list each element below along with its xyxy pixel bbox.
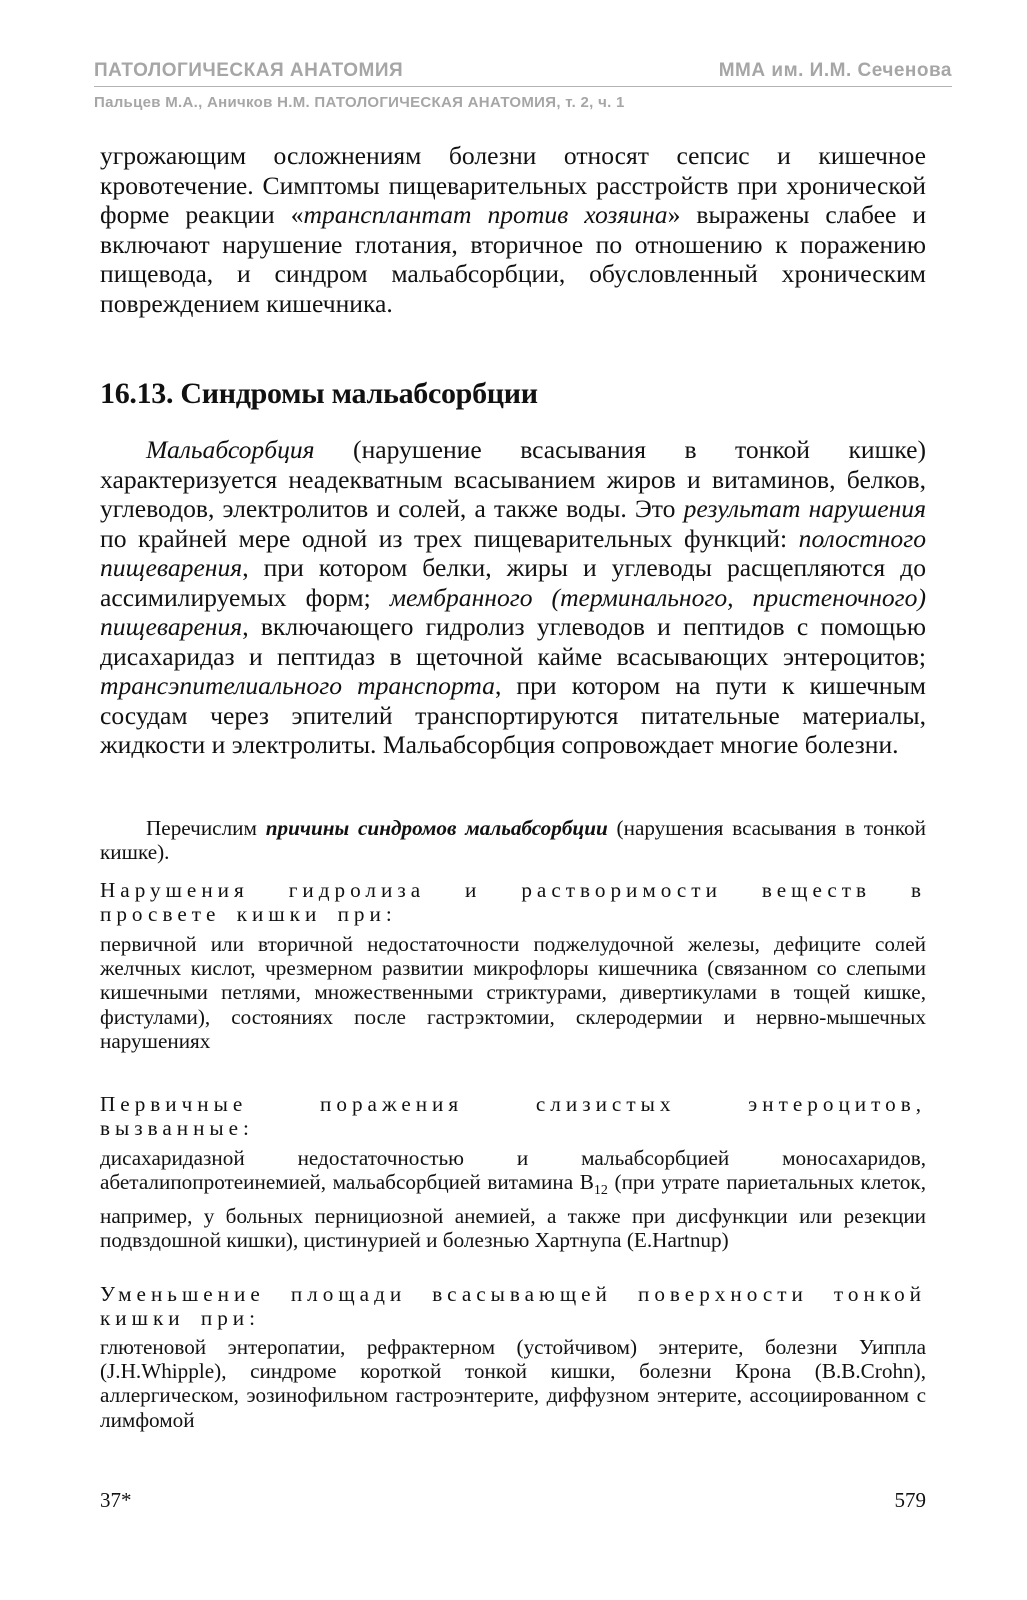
p1-italic-1: Мальабсорбция: [146, 435, 315, 464]
intro-italic-1: трансплантат против хозяина: [303, 200, 668, 229]
page-number: 579: [894, 1488, 926, 1512]
group-2-body: [100, 1146, 926, 1252]
p1-text-2: по крайней мере одной из трех пищеварительных функций:: [100, 523, 799, 553]
p1-text-4: , включающего гидролиз углеводов и пептидов с помощью дисахаридаз и пептидаз в щеточной кайме всасывающих энтероцитов;: [100, 612, 926, 671]
group-2-title: Первичные поражения слизистых энтероцитов, вызванные:: [100, 1092, 926, 1141]
p1-italic-3: полостного пищеварения: [100, 523, 926, 582]
p1-text-3: , при котором белки, жиры и углеводы расщепляются до ассимилируемых форм;: [100, 553, 926, 612]
group-1-body: первичной или вторичной недостаточности поджелудочной железы, дефиците солей желчных кислот, чрезмерном развитии микрофлоры кишечника (связанном со слепыми кишечными петлями, множественными стриктурами, дивертикулами в тощей кишке, фистулами), состояниях после гастрэктомии, склеродермии и нервно-мышечных нарушениях: [100, 932, 926, 1053]
intro-paragraph: [100, 141, 926, 318]
header-subtitle: Пальцев М.А., Аничков Н.М. ПАТОЛОГИЧЕСКАЯ АНАТОМИЯ, т. 2, ч. 1: [94, 94, 625, 111]
p1-italic-4: мембранного (терминального, пристеночного) пищеварения: [100, 582, 926, 641]
causes-intro-paragraph: [100, 816, 926, 864]
p1-text-5: , при котором на пути к кишечным сосудам через эпителий транспортируются питательные материалы, жидкости и электролиты. Мальабсорбция сопровождает многие болезни.: [100, 671, 926, 759]
p2-text-1: Перечислим: [146, 816, 266, 840]
header-institution: ММА им. И.М. Сеченова: [718, 60, 952, 81]
running-header: [94, 60, 952, 88]
group-1-title: Нарушения гидролиза и растворимости веществ в просвете кишки при:: [100, 878, 926, 927]
p1-italic-2: результат нарушения: [683, 494, 926, 523]
group-2-body-text-1: дисахаридазной недостаточностью и мальабсорбцией моносахаридов, абеталипопротеинемией, мальабсорбцией витамина B: [100, 1146, 926, 1195]
signature-mark: 37*: [100, 1488, 132, 1512]
p2-bold-italic: причины синдромов мальабсорбции: [265, 816, 608, 840]
group-2-body-text-2: (при утрате париетальных клеток, например, у больных пернициозной анемией, а также при дисфункции или резекции подвздошной кишки), цистинурией и болезнью Хартнупа (E.Hartnup): [100, 1170, 926, 1252]
group-2-body-subscript: 12: [593, 1183, 608, 1199]
p2-text-2: (нарушения всасывания в тонкой кишке).: [100, 816, 926, 865]
main-paragraph: [100, 435, 926, 760]
group-3-body: глютеновой энтеропатии, рефрактерном (устойчивом) энтерите, болезни Уиппла (J.H.Whipple), синдроме короткой тонкой кишки, болезни Крона (B.B.Crohn), аллергическом, эозинофильном гастроэнтерите, диффузном энтерите, ассоциированном с лимфомой: [100, 1335, 926, 1432]
header-book-title: ПАТОЛОГИЧЕСКАЯ АНАТОМИЯ: [94, 60, 404, 81]
group-3-title: Уменьшение площади всасывающей поверхности тонкой кишки при:: [100, 1282, 926, 1331]
intro-text-1: угрожающим осложнениям болезни относят сепсис и кишечное кровотечение. Симптомы пищеварительных расстройств при хронической форме реакции «: [100, 141, 926, 229]
section-heading: 16.13. Синдромы мальабсорбции: [100, 377, 538, 410]
intro-text-2: » выражены слабее и включают нарушение глотания, вторичное по отношению к поражению пищевода, и синдром мальабсорбции, обусловленный хроническим повреждением кишечника.: [100, 200, 927, 318]
p1-text-1: (нарушение всасывания в тонкой кишке) характеризуется неадекватным всасыванием жиров и витаминов, белков, углеводов, электролитов и солей, а также воды. Это: [100, 435, 926, 523]
header-divider: [94, 86, 952, 87]
p1-italic-5: трансэпителиального транспорта: [100, 671, 495, 700]
